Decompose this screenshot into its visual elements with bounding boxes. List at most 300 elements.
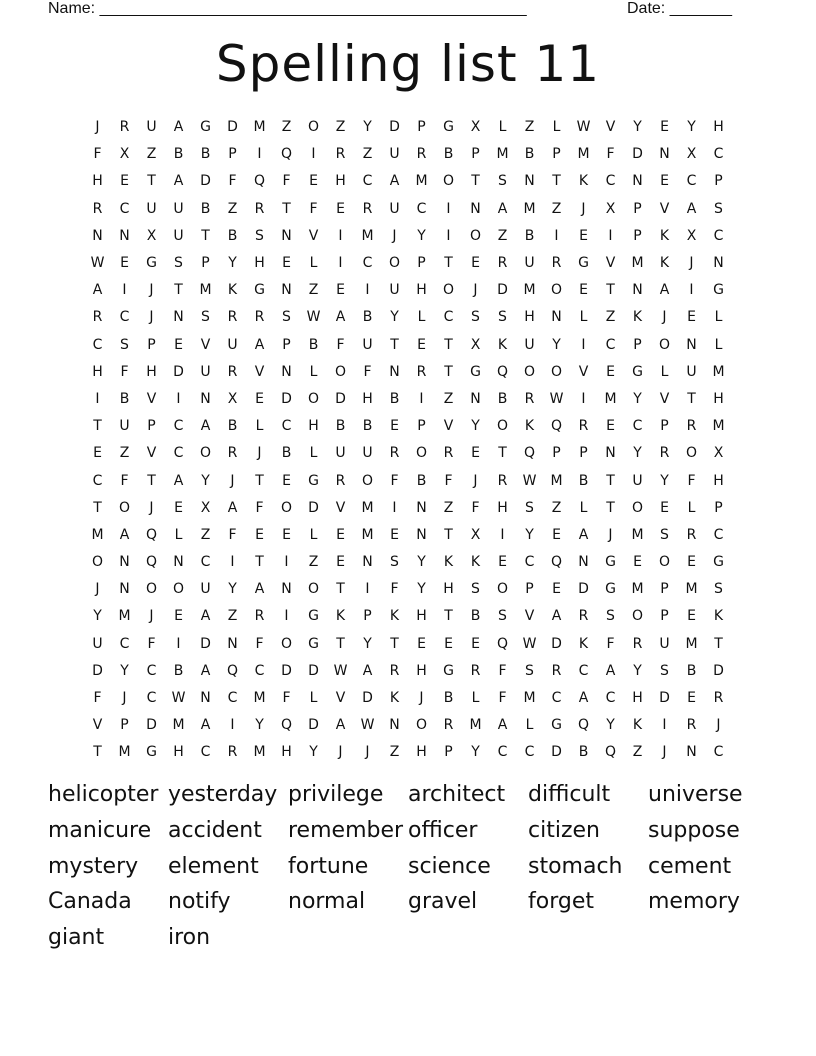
grid-letter: Y — [93, 608, 102, 625]
grid-letter: R — [335, 146, 346, 163]
grid-letter: K — [470, 554, 481, 571]
grid-letter: A — [119, 526, 130, 543]
grid-letter: N — [389, 717, 400, 734]
grid-letter: R — [227, 744, 238, 761]
grid-letter: O — [145, 581, 158, 598]
grid-letter: Y — [633, 390, 642, 407]
grid-letter: R — [443, 445, 454, 462]
grid-letter: K — [713, 608, 724, 625]
grid-letter: L — [714, 336, 723, 353]
grid-letter: S — [255, 227, 264, 244]
grid-letter: A — [254, 336, 265, 353]
grid-letter: O — [172, 581, 185, 598]
grid-letter: I — [662, 717, 667, 734]
grid-row — [84, 359, 732, 386]
grid-letter: K — [632, 717, 643, 734]
grid-row — [84, 304, 732, 331]
word-bank-item: Canada — [48, 889, 132, 915]
grid-letter: O — [658, 336, 671, 353]
grid-letter: C — [254, 662, 265, 679]
grid-letter: J — [230, 472, 235, 489]
grid-letter: F — [282, 690, 291, 707]
grid-letter: V — [443, 418, 454, 435]
grid-letter: I — [176, 390, 181, 407]
grid-letter: I — [581, 390, 586, 407]
grid-letter: X — [686, 227, 697, 244]
grid-letter: D — [335, 390, 346, 407]
word-bank-item: officer — [408, 817, 478, 843]
grid-letter: T — [714, 635, 723, 652]
grid-letter: B — [335, 418, 346, 435]
grid-letter: O — [685, 445, 698, 462]
grid-letter: H — [713, 119, 724, 136]
grid-letter: B — [443, 690, 454, 707]
grid-row — [84, 739, 732, 766]
grid-letter: E — [498, 554, 507, 571]
grid-letter: R — [659, 445, 670, 462]
grid-letter: H — [173, 744, 184, 761]
grid-letter: J — [662, 309, 667, 326]
grid-letter: E — [282, 472, 291, 489]
grid-letter: I — [392, 499, 397, 516]
grid-letter: E — [309, 173, 318, 190]
grid-letter: R — [362, 200, 373, 217]
grid-letter: T — [147, 173, 156, 190]
grid-letter: C — [119, 635, 130, 652]
word-bank-item: yesterday — [168, 782, 278, 807]
grid-row — [84, 223, 732, 250]
grid-letter: T — [255, 554, 264, 571]
grid-letter: N — [686, 336, 697, 353]
grid-letter: E — [120, 173, 129, 190]
grid-letter: I — [689, 282, 694, 299]
grid-letter: C — [281, 418, 292, 435]
grid-letter: A — [362, 662, 373, 679]
grid-letter: G — [578, 255, 589, 272]
grid-letter: E — [93, 445, 102, 462]
grid-letter: V — [605, 255, 616, 272]
grid-letter: S — [120, 336, 129, 353]
grid-letter: R — [686, 418, 697, 435]
grid-letter: U — [173, 227, 184, 244]
grid-letter: W — [333, 662, 348, 679]
word-bank-item: iron — [168, 925, 211, 951]
grid-letter: H — [254, 255, 265, 272]
grid-letter: P — [417, 418, 426, 435]
grid-letter: P — [525, 581, 534, 598]
word-bank-item: difficult — [528, 782, 611, 807]
grid-letter: L — [309, 363, 318, 380]
grid-letter: C — [632, 418, 643, 435]
grid-letter: E — [687, 309, 696, 326]
grid-letter: J — [149, 309, 154, 326]
grid-letter: N — [281, 282, 292, 299]
grid-letter: T — [390, 336, 399, 353]
grid-letter: E — [120, 255, 129, 272]
grid-letter: S — [498, 173, 507, 190]
grid-letter: N — [200, 690, 211, 707]
grid-letter: U — [119, 418, 130, 435]
grid-letter: L — [309, 690, 318, 707]
word-bank-item: fortune — [288, 853, 369, 879]
grid-row — [84, 386, 732, 413]
grid-letter: S — [660, 662, 669, 679]
grid-letter: K — [578, 635, 589, 652]
word-bank-item: element — [168, 853, 259, 879]
grid-row — [84, 141, 732, 168]
grid-letter: P — [660, 581, 669, 598]
grid-letter: I — [365, 282, 370, 299]
grid-row — [84, 277, 732, 304]
grid-letter: G — [551, 717, 562, 734]
grid-letter: O — [334, 363, 347, 380]
grid-letter: Z — [389, 744, 400, 761]
grid-letter: M — [496, 146, 509, 163]
grid-letter: G — [146, 255, 157, 272]
grid-letter: U — [659, 635, 670, 652]
grid-letter: J — [473, 472, 478, 489]
grid-letter: R — [227, 445, 238, 462]
grid-letter: K — [632, 309, 643, 326]
grid-letter: I — [95, 390, 100, 407]
grid-letter: C — [119, 309, 130, 326]
grid-letter: M — [712, 418, 725, 435]
grid-letter: F — [390, 472, 399, 489]
grid-letter: X — [146, 227, 157, 244]
grid-letter: C — [524, 744, 535, 761]
grid-row — [84, 603, 732, 630]
grid-letter: J — [473, 282, 478, 299]
grid-letter: N — [605, 445, 616, 462]
grid-letter: G — [308, 608, 319, 625]
grid-letter: Y — [660, 472, 669, 489]
grid-letter: Y — [471, 744, 480, 761]
grid-row — [84, 168, 732, 195]
grid-letter: H — [308, 418, 319, 435]
grid-letter: O — [280, 499, 293, 516]
grid-letter: E — [660, 499, 669, 516]
grid-letter: T — [552, 173, 561, 190]
grid-letter: C — [362, 173, 373, 190]
grid-letter: E — [282, 255, 291, 272]
grid-letter: Z — [362, 146, 373, 163]
grid-row — [84, 332, 732, 359]
grid-row — [84, 440, 732, 467]
grid-letter: G — [470, 363, 481, 380]
grid-letter: L — [579, 309, 588, 326]
grid-letter: Z — [443, 499, 454, 516]
grid-letter: E — [255, 390, 264, 407]
grid-letter: C — [92, 472, 103, 489]
grid-letter: N — [632, 173, 643, 190]
grid-letter: B — [578, 744, 589, 761]
grid-letter: U — [362, 336, 373, 353]
grid-letter: M — [523, 200, 536, 217]
grid-letter: M — [253, 119, 266, 136]
grid-letter: T — [606, 472, 615, 489]
grid-letter: U — [524, 255, 535, 272]
grid-letter: Y — [228, 581, 237, 598]
grid-letter: A — [335, 309, 346, 326]
grid-letter: M — [118, 744, 131, 761]
grid-letter: C — [713, 146, 724, 163]
grid-letter: Q — [496, 635, 509, 652]
grid-letter: S — [201, 309, 210, 326]
grid-letter: O — [91, 554, 104, 571]
grid-letter: C — [578, 662, 589, 679]
grid-letter: C — [362, 255, 373, 272]
grid-letter: K — [659, 255, 670, 272]
grid-letter: T — [282, 200, 291, 217]
grid-letter: A — [200, 717, 211, 734]
grid-letter: V — [254, 363, 265, 380]
grid-letter: U — [146, 200, 157, 217]
grid-letter: M — [172, 717, 185, 734]
grid-letter: S — [714, 581, 723, 598]
grid-letter: F — [471, 499, 480, 516]
grid-letter: F — [147, 635, 156, 652]
grid-letter: R — [497, 255, 508, 272]
grid-letter: M — [253, 690, 266, 707]
grid-letter: D — [281, 390, 292, 407]
grid-letter: T — [93, 418, 102, 435]
grid-letter: V — [659, 200, 670, 217]
grid-letter: L — [309, 445, 318, 462]
grid-letter: E — [633, 554, 642, 571]
grid-letter: H — [443, 581, 454, 598]
grid-letter: N — [524, 173, 535, 190]
word-bank-item: giant — [48, 925, 105, 951]
grid-letter: C — [146, 662, 157, 679]
grid-letter: X — [713, 445, 724, 462]
grid-letter: L — [660, 363, 669, 380]
grid-letter: I — [419, 390, 424, 407]
grid-letter: B — [281, 445, 292, 462]
grid-letter: C — [713, 744, 724, 761]
grid-letter: O — [631, 499, 644, 516]
grid-letter: H — [281, 744, 292, 761]
grid-letter: G — [713, 554, 724, 571]
grid-letter: E — [174, 608, 183, 625]
grid-letter: W — [549, 390, 564, 407]
grid-letter: C — [92, 336, 103, 353]
grid-letter: Z — [119, 445, 130, 462]
grid-letter: S — [606, 608, 615, 625]
grid-letter: N — [119, 227, 130, 244]
grid-letter: T — [336, 635, 345, 652]
grid-letter: P — [147, 336, 156, 353]
grid-letter: B — [119, 390, 130, 407]
grid-letter: L — [687, 499, 696, 516]
grid-letter: T — [606, 499, 615, 516]
grid-letter: R — [713, 690, 724, 707]
grid-letter: W — [360, 717, 375, 734]
grid-letter: P — [228, 146, 237, 163]
grid-letter: B — [497, 390, 508, 407]
grid-letter: T — [336, 581, 345, 598]
grid-letter: E — [660, 119, 669, 136]
grid-letter: U — [524, 336, 535, 353]
grid-letter: P — [714, 173, 723, 190]
grid-letter: D — [281, 662, 292, 679]
grid-letter: O — [496, 418, 509, 435]
grid-letter: Y — [363, 119, 372, 136]
grid-letter: T — [201, 227, 210, 244]
grid-letter: K — [497, 336, 508, 353]
grid-letter: U — [389, 200, 400, 217]
grid-letter: R — [389, 662, 400, 679]
grid-letter: M — [469, 717, 482, 734]
grid-letter: K — [524, 418, 535, 435]
grid-letter: P — [201, 255, 210, 272]
grid-letter: Z — [632, 744, 643, 761]
grid-letter: Y — [606, 717, 615, 734]
grid-letter: Q — [523, 445, 536, 462]
grid-letter: E — [606, 418, 615, 435]
grid-letter: C — [497, 744, 508, 761]
grid-letter: I — [608, 227, 613, 244]
grid-letter: N — [200, 390, 211, 407]
word-bank-item: forget — [528, 889, 594, 915]
grid-letter: D — [551, 635, 562, 652]
grid-letter: A — [200, 662, 211, 679]
grid-letter: O — [550, 282, 563, 299]
grid-letter: E — [255, 526, 264, 543]
grid-letter: T — [444, 526, 453, 543]
grid-letter: G — [605, 581, 616, 598]
header — [48, 0, 732, 18]
grid-letter: C — [200, 744, 211, 761]
grid-letter: G — [713, 282, 724, 299]
grid-letter: T — [390, 635, 399, 652]
grid-letter: C — [227, 690, 238, 707]
grid-letter: J — [689, 255, 694, 272]
grid-letter: B — [227, 227, 238, 244]
grid-letter: Z — [497, 227, 508, 244]
grid-letter: Z — [524, 119, 535, 136]
word-bank-item: remember — [288, 817, 404, 843]
grid-letter: Q — [604, 744, 617, 761]
grid-letter: U — [173, 200, 184, 217]
grid-letter: E — [552, 581, 561, 598]
word-bank-item: mystery — [48, 853, 139, 879]
grid-letter: R — [632, 635, 643, 652]
grid-letter: C — [713, 227, 724, 244]
grid-letter: E — [336, 526, 345, 543]
grid-letter: U — [92, 635, 103, 652]
grid-letter: I — [446, 200, 451, 217]
grid-letter: H — [416, 608, 427, 625]
grid-letter: M — [91, 526, 104, 543]
grid-letter: E — [687, 554, 696, 571]
grid-letter: V — [578, 363, 589, 380]
grid-letter: S — [471, 309, 480, 326]
grid-letter: I — [122, 282, 127, 299]
grid-letter: N — [173, 554, 184, 571]
grid-letter: E — [552, 526, 561, 543]
grid-letter: C — [173, 418, 184, 435]
grid-letter: F — [120, 472, 129, 489]
grid-letter: R — [389, 445, 400, 462]
grid-letter: D — [578, 581, 589, 598]
grid-letter: R — [524, 390, 535, 407]
grid-letter: M — [523, 690, 536, 707]
grid-letter: H — [416, 662, 427, 679]
grid-letter: A — [173, 472, 184, 489]
grid-letter: X — [686, 146, 697, 163]
grid-letter: B — [173, 146, 184, 163]
grid-letter: D — [146, 717, 157, 734]
grid-row — [84, 576, 732, 603]
word-bank-item: science — [408, 853, 491, 879]
grid-letter: O — [550, 363, 563, 380]
grid-letter: O — [523, 363, 536, 380]
grid-letter: R — [443, 717, 454, 734]
grid-letter: P — [579, 445, 588, 462]
grid-letter: Q — [496, 363, 509, 380]
grid-letter: H — [497, 499, 508, 516]
grid-letter: Y — [525, 526, 534, 543]
grid-letter: O — [442, 173, 455, 190]
grid-letter: E — [687, 690, 696, 707]
grid-letter: D — [362, 690, 373, 707]
grid-letter: V — [335, 690, 346, 707]
grid-letter: Y — [633, 662, 642, 679]
grid-letter: C — [551, 690, 562, 707]
grid-letter: J — [392, 227, 397, 244]
grid-letter: B — [470, 608, 481, 625]
grid-letter: Z — [200, 526, 211, 543]
grid-row — [84, 712, 732, 739]
grid-letter: B — [524, 146, 535, 163]
word-bank — [48, 780, 788, 959]
grid-letter: O — [118, 499, 131, 516]
grid-letter: E — [336, 282, 345, 299]
grid-letter: G — [443, 662, 454, 679]
word-bank-item: gravel — [408, 889, 478, 915]
grid-letter: T — [444, 336, 453, 353]
grid-letter: M — [361, 499, 374, 516]
grid-letter: X — [200, 499, 211, 516]
grid-row — [84, 549, 732, 576]
grid-row — [84, 685, 732, 712]
grid-letter: F — [228, 173, 237, 190]
grid-letter: K — [389, 690, 400, 707]
grid-letter: O — [658, 554, 671, 571]
grid-letter: I — [338, 255, 343, 272]
grid-letter: F — [444, 472, 453, 489]
grid-letter: E — [336, 554, 345, 571]
word-bank-item: universe — [648, 782, 743, 807]
grid-letter: F — [255, 635, 264, 652]
grid-letter: Y — [201, 472, 210, 489]
grid-letter: Z — [605, 309, 616, 326]
grid-letter: K — [443, 554, 454, 571]
grid-letter: Y — [633, 119, 642, 136]
grid-letter: F — [93, 146, 102, 163]
grid-letter: N — [578, 554, 589, 571]
grid-letter: X — [605, 200, 616, 217]
grid-letter: R — [416, 146, 427, 163]
grid-letter: E — [579, 282, 588, 299]
grid-letter: G — [146, 744, 157, 761]
grid-letter: R — [254, 309, 265, 326]
grid-letter: M — [685, 581, 698, 598]
grid-letter: U — [227, 336, 238, 353]
grid-letter: E — [390, 526, 399, 543]
grid-letter: O — [361, 472, 374, 489]
grid-letter: R — [686, 526, 697, 543]
